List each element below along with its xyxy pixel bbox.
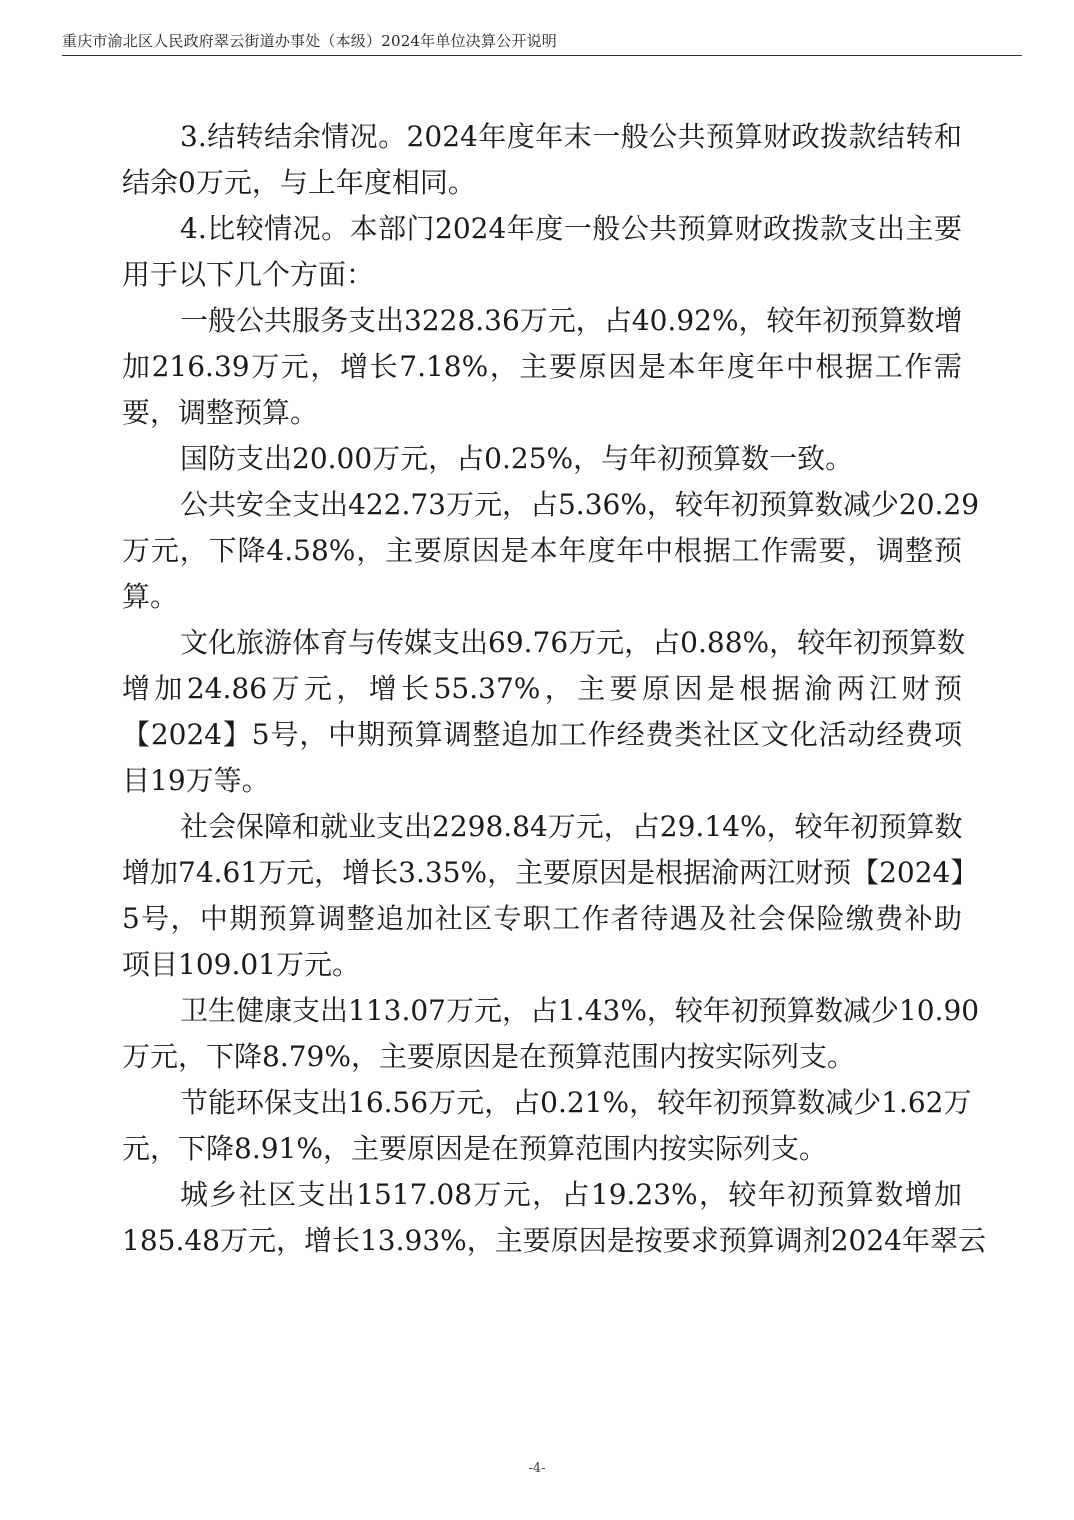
document-body — [122, 114, 986, 1264]
text-line: 3.结转结余情况。2024年度年末一般公共预算财政拨款结转和 — [180, 120, 962, 153]
text-line: 用于以下几个方面： — [122, 258, 375, 291]
page-header-title: 重庆市渝北区人民政府翠云街道办事处（本级）2024年单位决算公开说明 — [62, 32, 557, 50]
text-line: 社会保障和就业支出2298.84万元，占29.14%，较年初预算数 — [180, 810, 963, 843]
text-line: 公共安全支出422.73万元，占5.36%，较年初预算数减少20.29 — [180, 488, 980, 521]
text-line: 卫生健康支出113.07万元，占1.43%，较年初预算数减少10.90 — [180, 994, 980, 1027]
text-line: 项目109.01万元。 — [122, 948, 360, 981]
text-line: 加216.39万元，增长7.18%，主要原因是本年度年中根据工作需 — [122, 350, 962, 383]
text-line: 元，下降8.91%，主要原因是在预算范围内按实际列支。 — [122, 1132, 827, 1165]
paragraph-social-security-employment — [122, 804, 979, 988]
paragraph-carryover-balance — [122, 114, 962, 206]
text-line: 万元，下降4.58%，主要原因是本年度年中根据工作需要，调整预 — [122, 534, 962, 567]
paragraph-comparison — [122, 206, 962, 298]
text-line: 要，调整预算。 — [122, 396, 319, 429]
paragraph-energy-environment — [122, 1080, 972, 1172]
header-divider — [62, 55, 1022, 56]
paragraph-national-defense — [122, 436, 962, 482]
text-line: 增加24.86万元，增长55.37%，主要原因是根据渝两江财预 — [122, 672, 962, 705]
text-line: 185.48万元，增长13.93%，主要原因是按要求预算调剂2024年翠云 — [122, 1224, 986, 1257]
text-line: 一般公共服务支出3228.36万元，占40.92%，较年初预算数增 — [180, 304, 963, 337]
page-number: -4- — [528, 1461, 546, 1476]
paragraph-health — [122, 988, 980, 1080]
paragraph-general-public-services — [122, 298, 962, 436]
text-line: 结余0万元，与上年度相同。 — [122, 166, 476, 199]
paragraph-public-security — [122, 482, 980, 620]
text-line: 5号，中期预算调整追加社区专职工作者待遇及社会保险缴费补助 — [122, 902, 962, 935]
text-line: 国防支出20.00万元，占0.25%，与年初预算数一致。 — [180, 442, 854, 475]
paragraph-culture-tourism-sports-media — [122, 620, 966, 804]
text-line: 万元，下降8.79%，主要原因是在预算范围内按实际列支。 — [122, 1040, 855, 1073]
text-line: 算。 — [122, 580, 179, 613]
text-line: 城乡社区支出1517.08万元，占19.23%，较年初预算数增加 — [180, 1178, 962, 1211]
text-line: 【2024】5号，中期预算调整追加工作经费类社区文化活动经费项 — [122, 718, 962, 751]
text-line: 文化旅游体育与传媒支出69.76万元，占0.88%，较年初预算数 — [180, 626, 966, 659]
text-line: 增加74.61万元，增长3.35%，主要原因是根据渝两江财预【2024】 — [122, 856, 979, 889]
text-line: 节能环保支出16.56万元，占0.21%，较年初预算数减少1.62万 — [180, 1086, 972, 1119]
text-line: 4.比较情况。本部门2024年度一般公共预算财政拨款支出主要 — [180, 212, 962, 245]
text-line: 目19万等。 — [122, 764, 270, 797]
paragraph-urban-rural-community — [122, 1172, 986, 1264]
